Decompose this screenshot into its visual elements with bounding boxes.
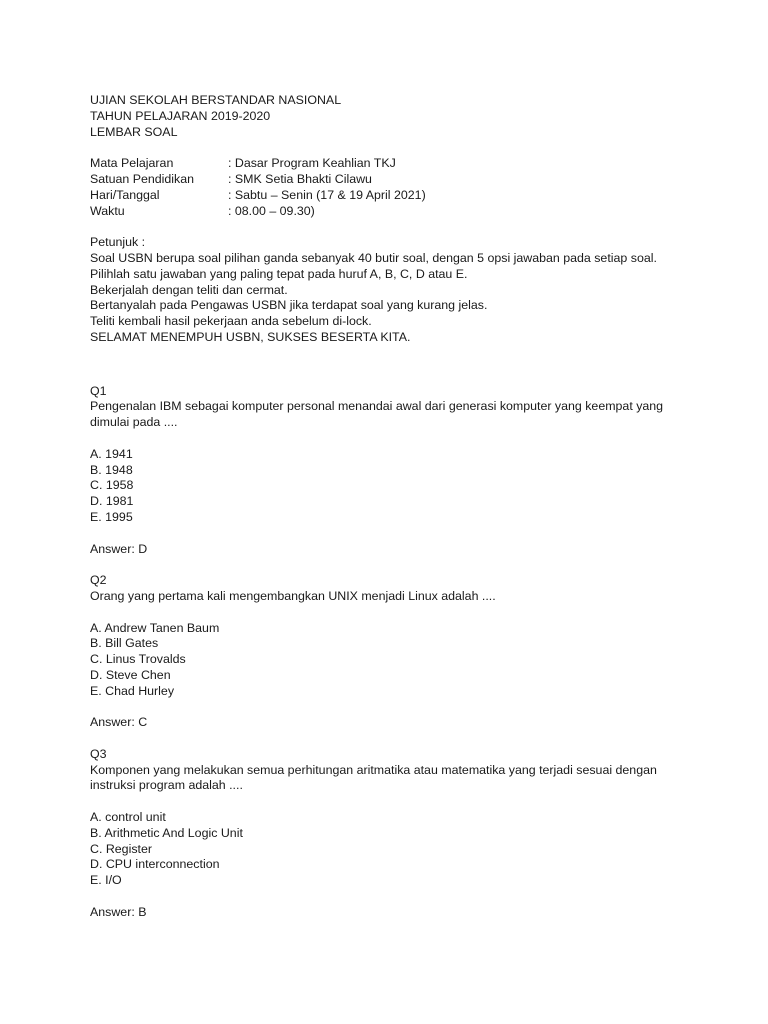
- question-text: dimulai pada ....: [90, 415, 178, 430]
- instruction-line: Teliti kembali hasil pekerjaan anda sebelum di-lock.: [90, 314, 372, 329]
- info-row: [90, 156, 690, 172]
- answer-option: B. Bill Gates: [90, 636, 159, 651]
- answer-option: B. 1948: [90, 462, 133, 477]
- question-number: Q3: [90, 746, 107, 761]
- header-subtitle: LEMBAR SOAL: [90, 124, 178, 139]
- answer-option: C. Register: [90, 841, 152, 856]
- instructions-block: [90, 235, 690, 346]
- answer-option: A. control unit: [90, 810, 166, 825]
- question-text: Komponen yang melakukan semua perhitungan aritmatika atau matematika yang terjadi sesuai dengan: [90, 762, 657, 777]
- answer-key: Answer: B: [90, 904, 147, 919]
- document-header: [90, 93, 690, 140]
- answer-option: D. CPU interconnection: [90, 857, 220, 872]
- instruction-line: Bertanyalah pada Pengawas USBN jika terdapat soal yang kurang jelas.: [90, 298, 488, 313]
- question-number: Q1: [90, 383, 107, 398]
- question-text: instruksi program adalah ....: [90, 778, 243, 793]
- info-label: Waktu: [90, 203, 125, 218]
- info-block: [90, 156, 690, 219]
- answer-option: E. Chad Hurley: [90, 683, 175, 698]
- info-label: Satuan Pendidikan: [90, 171, 195, 186]
- info-value: : 08.00 – 09.30): [228, 203, 315, 218]
- info-label: Mata Pelajaran: [90, 156, 174, 171]
- answer-option: A. 1941: [90, 446, 133, 461]
- instruction-line: Pilihlah satu jawaban yang paling tepat pada huruf A, B, C, D atau E.: [90, 266, 468, 281]
- question-text: Orang yang pertama kali mengembangkan UNIX menjadi Linux adalah ....: [90, 588, 496, 603]
- answer-option: C. Linus Trovalds: [90, 652, 186, 667]
- answer-key: Answer: C: [90, 715, 148, 730]
- info-value: : Sabtu – Senin (17 & 19 April 2021): [228, 187, 426, 202]
- instructions-title: Petunjuk :: [90, 235, 146, 250]
- answer-option: B. Arithmetic And Logic Unit: [90, 825, 243, 840]
- answer-option: D. 1981: [90, 494, 134, 509]
- info-value: : Dasar Program Keahlian TKJ: [228, 156, 396, 171]
- answer-option: E. I/O: [90, 873, 122, 888]
- instruction-line: Bekerjalah dengan teliti dan cermat.: [90, 282, 288, 297]
- question-block: [90, 573, 690, 731]
- document-page: [90, 93, 690, 921]
- header-title: UJIAN SEKOLAH BERSTANDAR NASIONAL: [90, 93, 342, 107]
- instruction-line: Soal USBN berupa soal pilihan ganda sebanyak 40 butir soal, dengan 5 opsi jawaban pada setiap soal.: [90, 250, 657, 265]
- header-year: TAHUN PELAJARAN 2019-2020: [90, 108, 271, 123]
- instruction-line: SELAMAT MENEMPUH USBN, SUKSES BESERTA KITA.: [90, 329, 411, 344]
- question-block: [90, 747, 690, 921]
- info-row: [90, 188, 690, 204]
- question-number: Q2: [90, 573, 107, 588]
- info-value: : SMK Setia Bhakti Cilawu: [228, 171, 372, 186]
- answer-key: Answer: D: [90, 541, 148, 556]
- answer-option: E. 1995: [90, 509, 133, 524]
- answer-option: A. Andrew Tanen Baum: [90, 620, 220, 635]
- question-text: Pengenalan IBM sebagai komputer personal menandai awal dari generasi komputer yang keempat yang: [90, 399, 664, 414]
- question-block: [90, 384, 690, 558]
- answer-option: D. Steve Chen: [90, 667, 171, 682]
- info-label: Hari/Tanggal: [90, 187, 160, 202]
- info-row: [90, 172, 690, 188]
- info-row: [90, 204, 690, 220]
- answer-option: C. 1958: [90, 478, 134, 493]
